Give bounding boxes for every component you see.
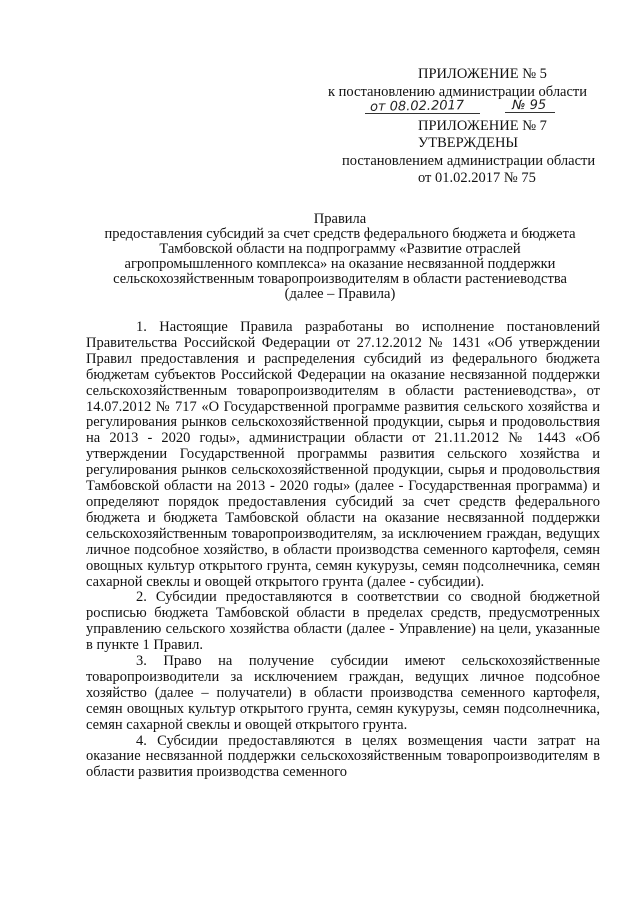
rules-title — [80, 212, 600, 302]
appendix-5-reference: к постановлению администрации области — [328, 84, 588, 100]
appendix-7-heading: ПРИЛОЖЕНИЕ № 7 — [418, 118, 547, 134]
appendix-5-heading: ПРИЛОЖЕНИЕ № 5 — [418, 66, 547, 82]
document-body — [86, 320, 600, 781]
handwritten-number: № 95 — [511, 97, 547, 114]
title-line: сельскохозяйственным товаропроизводителям в области растениеводства — [113, 271, 567, 287]
handwritten-date: от 08.02.2017 — [369, 98, 465, 115]
approved-by: постановлением администрации области — [342, 153, 596, 169]
title-line: агропромышленного комплекса» на оказание несвязанной поддержки — [124, 256, 556, 272]
title-line: предоставления субсидий за счет средств федерального бюджета и бюджета — [104, 226, 576, 242]
handwritten-date-underline — [365, 113, 480, 114]
paragraph-3: 3. Право на получение субсидии имеют сельскохозяйственные товаропроизводители за исключением граждан, ведущих личное подсобное хозяйство (далее – получатели) в области производства семенного картофеля, семян овощных культур открытого грунта, семян кукурузы, семян подсолнечника, семян сахарной свеклы и овощей открытого грунта. — [86, 653, 600, 733]
paragraph-1: 1. Настоящие Правила разработаны во исполнение постановлений Правительства Российской Федерации от 27.12.2012 № 1431 «Об утверждении Правил предоставления и распределения субсидий из федерального бюджета бюджетам субъектов Российской Федерации на оказание несвязанной поддержки сельскохозяйственным товаропроизводителям в области растениеводства», от 14.07.2012 № 717 «О Государственной программе развития сельского хозяйства и регулирования рынков сельскохозяйственной продукции, сырья и продовольствия на 2013 - 2020 годы», администрации области от 21.11.2012 № 1443 «Об утверждении Государственной программы развития сельского хозяйства и регулирования рынков сельскохозяйственной продукции, сырья и продовольствия Тамбовской области на 2013 - 2020 годы» (далее - Государственная программа) и определяют порядок предоставления субсидий за счет средств федерального бюджета и бюджета Тамбовской области на оказание несвязанной поддержки сельскохозяйственным товаропроизводителям, за исключением граждан, ведущих личное подсобное хозяйство, в области производства семенного картофеля, семян овощных культур открытого грунта, семян кукурузы, семян подсолнечника, семян сахарной свеклы и овощей открытого грунта (далее - субсидии). — [86, 319, 600, 590]
paragraph-2: 2. Субсидии предоставляются в соответствии со сводной бюджетной росписью бюджета Тамбовской области в пределах средств, предусмотренных управлению сельского хозяйства области (далее - Управление) на цели, указанные в пункте 1 Правил. — [86, 589, 600, 654]
title-line: Правила — [313, 211, 367, 227]
paragraph-4: 4. Субсидии предоставляются в целях возмещения части затрат на оказание несвязанной поддержки сельскохозяйственным товаропроизводителям в области развития производства семенного — [86, 732, 600, 781]
approved-date: от 01.02.2017 № 75 — [418, 170, 536, 186]
title-line: Тамбовской области на подпрограмму «Развитие отраслей — [159, 241, 521, 257]
approved-label: УТВЕРЖДЕНЫ — [418, 135, 519, 151]
title-line: (далее – Правила) — [284, 286, 396, 302]
handwritten-number-underline — [505, 112, 555, 113]
